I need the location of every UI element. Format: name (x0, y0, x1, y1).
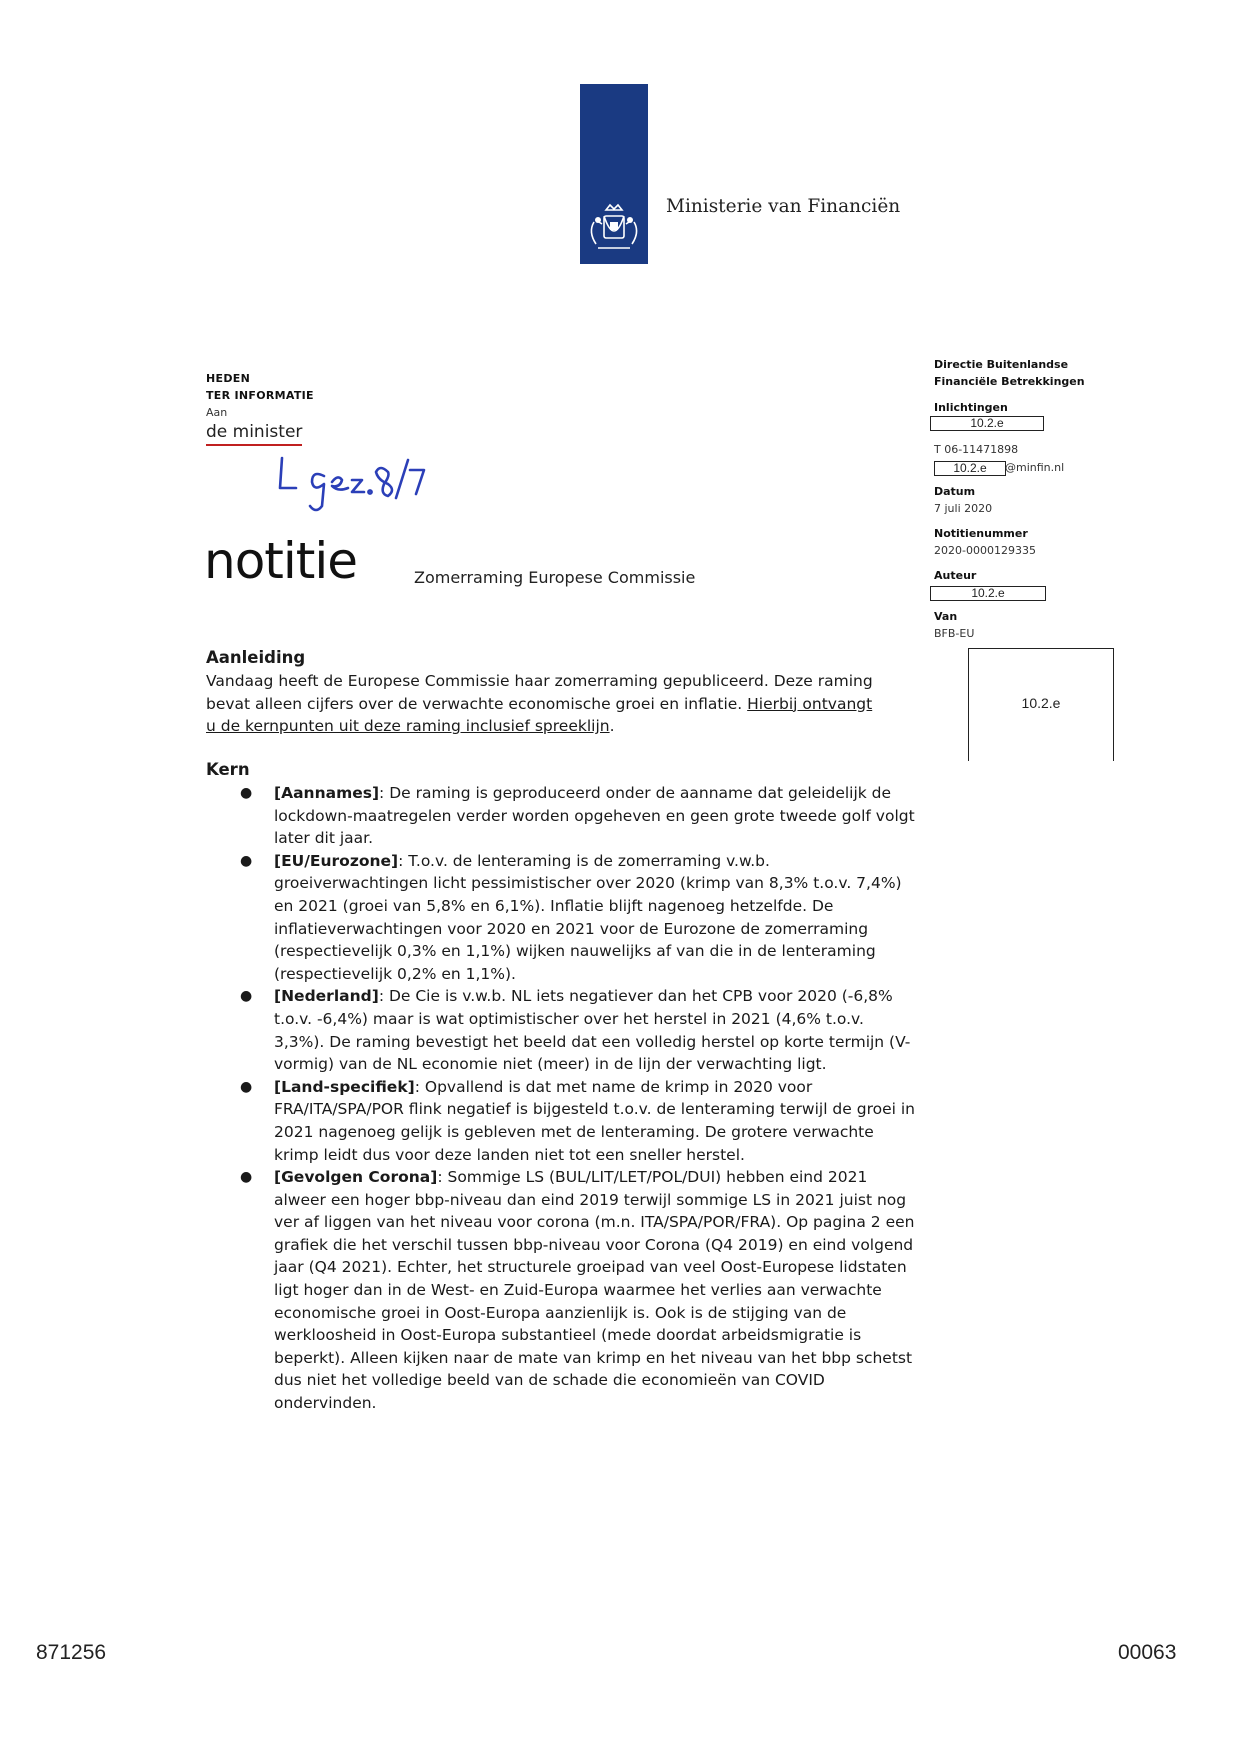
recipient-underline (206, 444, 302, 446)
purpose-label: TER INFORMATIE (206, 389, 314, 402)
coat-of-arms-icon (584, 202, 644, 258)
bullet-icon: ● (240, 1169, 253, 1186)
aanleiding-end: . (609, 717, 615, 736)
ministry-name: Ministerie van Financiën (666, 196, 901, 217)
bullet-icon: ● (240, 785, 253, 801)
datum-label: Datum (934, 485, 976, 498)
document-subject: Zomerraming Europese Commissie (414, 568, 696, 587)
phone-number: T 06-11471898 (934, 443, 1019, 456)
footer-right-number: 00063 (1118, 1641, 1177, 1664)
van-value: BFB-EU (934, 627, 975, 640)
to-label: Aan (206, 406, 228, 419)
bullet-tag: [EU/Eurozone] (274, 851, 399, 870)
van-label: Van (934, 610, 958, 623)
notitienummer-label: Notitienummer (934, 527, 1028, 540)
aanleiding-underlined-text: Hierbij ontvangt u de kernpunten uit deze raming inclusief spreeklijn (206, 694, 873, 736)
email-domain: @minfin.nl (1005, 461, 1065, 474)
kern-heading: Kern (206, 760, 250, 779)
footer-left-number: 871256 (36, 1641, 107, 1664)
list-item (206, 985, 916, 1075)
auteur-redacted: 10.2.e (930, 586, 1046, 601)
inlichtingen-label: Inlichtingen (934, 401, 1008, 414)
bullet-tag: [Aannames] (274, 784, 380, 802)
bullet-text: : De raming is geproduceerd onder de aanname dat geleidelijk de lockdown-maatregelen verder worden opgeheven en geen grote tweede golf volgt later dit jaar. (274, 784, 915, 848)
inlichtingen-redacted: 10.2.e (930, 416, 1044, 431)
bullet-tag: [Land-specifiek] (274, 1077, 415, 1096)
bullet-icon: ● (240, 1078, 253, 1095)
list-item (206, 850, 916, 986)
aanleiding-heading: Aanleiding (206, 648, 306, 667)
document-type: notitie (204, 532, 358, 590)
aanleiding-paragraph (206, 670, 886, 738)
auteur-label: Auteur (934, 569, 977, 582)
list-item (206, 1076, 916, 1166)
notitienummer-value: 2020-0000129335 (934, 544, 1036, 557)
email-redacted: 10.2.e (934, 461, 1006, 476)
recipient: de minister (206, 422, 303, 442)
bullet-text: : Sommige LS (BUL/LIT/LET/POL/DUI) hebben eind 2021 alweer een hoger bbp-niveau dan eind 2019 terwijl sommige LS in 2021 juist nog ver af liggen van het niveau voor corona (m.n. ITA/SPA/POR/FRA). Op pagina 2 een grafiek die het verschil tussen bbp-niveau voor Corona (Q4 2019) en eind volgend jaar (Q4 2021). Echter, het structurele groeipad van veel Oost-Europese lidstaten ligt hoger dan in de West- en Zuid-Europa waarmee het verlies aan verwachte economische groei in Oost-Europa aanzienlijk is. Ook is de stijging van de werkloosheid in Oost-Europa substantieel (mede doordat arbeidsmigratie is beperkt). Alleen kijken naar de mate van krimp en het niveau van het bbp schetst dus niet het volledige beeld van de schade die economieën van COVID ondervinden. (274, 1168, 915, 1413)
kern-list (206, 782, 916, 1415)
aanleiding-text: Vandaag heeft de Europese Commissie haar zomerraming gepubliceerd. Deze raming bevat alleen cijfers over de verwachte economische groei en inflatie. (206, 672, 873, 713)
handwritten-signature (276, 454, 446, 520)
datum-value: 7 juli 2020 (934, 502, 993, 515)
directorate-line-1: Directie Buitenlandse (934, 358, 1069, 371)
bullet-text: : De Cie is v.w.b. NL iets negatiever dan het CPB voor 2020 (-6,8% t.o.v. -6,4%) maar is wat optimistischer over het herstel in 2021 (4,6% t.o.v. 3,3%). De raming bevestigt het beeld dat een volledig herstel op korte termijn (V-vormig) van de NL economie niet (meer) in de lijn der verwachting ligt. (274, 987, 911, 1074)
bullet-tag: [Gevolgen Corona] (274, 1168, 438, 1187)
bullet-tag: [Nederland] (274, 987, 379, 1006)
bullet-text: : T.o.v. de lenteraming is de zomerraming v.w.b. groeiverwachtingen licht pessimistischer over 2020 (krimp van 8,3% t.o.v. 7,4%) en 2021 (groei van 5,8% en 6,1%). Inflatie blijft nagenoeg hetzelfde. De inflatieverwachtingen voor 2020 en 2021 voor de Eurozone de zomerraming (respectievelijk 0,3% en 1,1%) wijken nauwelijks af van die in de lenteraming (respectievelijk 0,2% en 1,1%). (274, 851, 902, 983)
bullet-icon: ● (240, 988, 253, 1005)
ministry-logo-bar (580, 84, 648, 264)
bullet-icon: ● (240, 852, 253, 869)
directorate-line-2: Financiële Betrekkingen (934, 375, 1085, 388)
list-item (206, 1166, 916, 1415)
priority-label: HEDEN (206, 372, 251, 385)
redaction-box (968, 648, 1114, 761)
bullet-text: : Opvallend is dat met name de krimp in 2020 voor FRA/ITA/SPA/POR flink negatief is bijgesteld t.o.v. de lenteraming terwijl de groei in 2021 nagenoeg gelijk is gebleven met de lenteraming. De grotere verwachte krimp leidt dus voor deze landen niet tot een sneller herstel. (274, 1077, 915, 1164)
redaction-box-text: 10.2.e (1021, 695, 1061, 711)
list-item (206, 782, 916, 850)
